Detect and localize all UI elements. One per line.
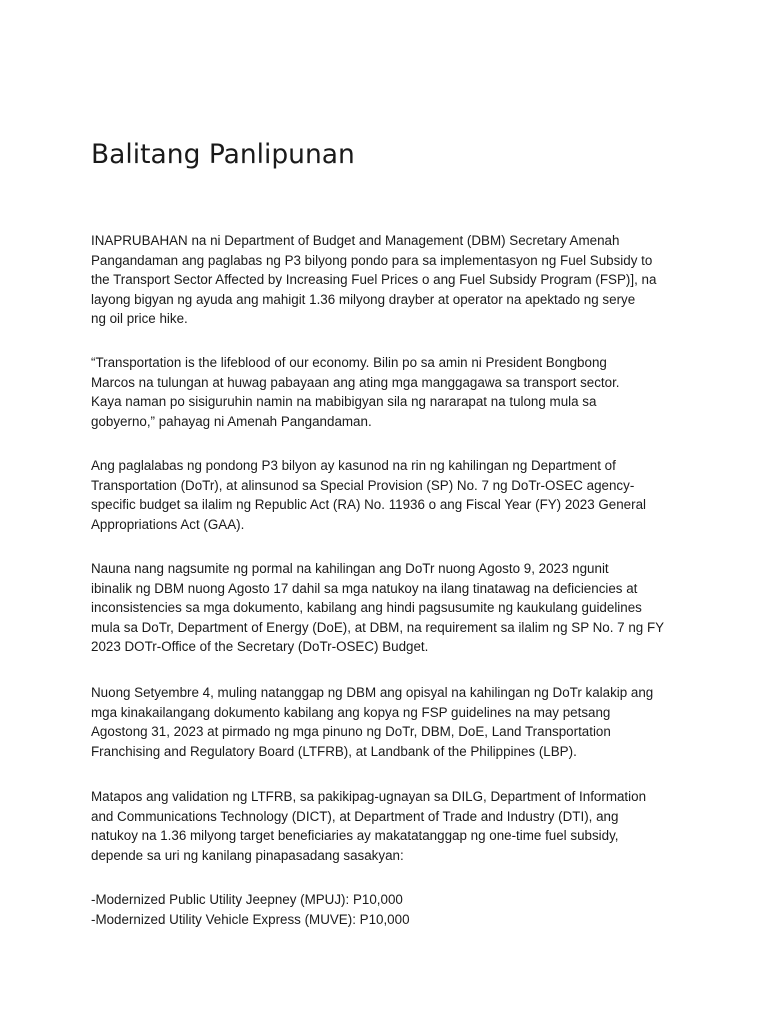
text-line: Transportation (DoTr), at alinsunod sa Special Provision (SP) No. 7 ng DoTr-OSEC agency- — [91, 477, 635, 493]
subsidy-list — [91, 890, 691, 929]
text-line: mga kinakailangang dokumento kabilang ang kopya ng FSP guidelines na may petsang — [91, 704, 611, 720]
text-line: Agostong 31, 2023 at pirmado ng mga pinuno ng DoTr, DBM, DoE, Land Transportation — [91, 724, 611, 740]
paragraph-3 — [91, 456, 691, 534]
paragraph-4 — [91, 559, 691, 657]
text-line: gobyerno,” pahayag ni Amenah Pangandaman. — [91, 413, 372, 429]
text-line: layong bigyan ng ayuda ang mahigit 1.36 milyong drayber at operator na apektado ng serye — [91, 291, 636, 307]
text-line: “Transportation is the lifeblood of our economy. Bilin po sa amin ni President Bongbong — [91, 355, 607, 370]
text-line: Franchising and Regulatory Board (LTFRB), at Landbank of the Philippines (LBP). — [91, 743, 577, 759]
text-line: ibinalik ng DBM nuong Agosto 17 dahil sa mga natukoy na ilang tinatawag na deficiencies at — [91, 580, 638, 596]
text-line: ng oil price hike. — [91, 311, 188, 327]
text-line: natukoy na 1.36 milyong target beneficiaries ay makatatanggap ng one-time fuel subsidy, — [91, 828, 619, 844]
list-item: -Modernized Public Utility Jeepney (MPUJ): P10,000 — [91, 892, 403, 907]
text-line: Matapos ang validation ng LTFRB, sa pakikipag-ugnayan sa DILG, Department of Information — [91, 789, 647, 804]
paragraph-1 — [91, 231, 691, 329]
text-line: the Transport Sector Affected by Increasing Fuel Prices o ang Fuel Subsidy Program (FSP)], na — [91, 272, 657, 288]
text-line: Pangandaman ang paglabas ng P3 bilyong pondo para sa implementasyon ng Fuel Subsidy to — [91, 252, 653, 268]
text-line: 2023 DOTr-Office of the Secretary (DoTr-OSEC) Budget. — [91, 639, 429, 655]
text-line: specific budget sa ilalim ng Republic Act (RA) No. 11936 o ang Fiscal Year (FY) 2023 General — [91, 497, 647, 513]
text-line: and Communications Technology (DICT), at Department of Trade and Industry (DTI), ang — [91, 808, 619, 824]
paragraph-2 — [91, 353, 691, 431]
document-title: Balitang Panlipunan — [91, 139, 355, 170]
paragraph-6 — [91, 787, 691, 865]
text-line: Ang paglalabas ng pondong P3 bilyon ay kasunod na rin ng kahilingan ng Department of — [91, 458, 616, 473]
list-item: -Modernized Utility Vehicle Express (MUVE): P10,000 — [91, 911, 410, 927]
text-line: inconsistencies sa mga dokumento, kabilang ang hindi pagsusumite ng kaukulang guidelines — [91, 600, 642, 616]
paragraph-5 — [91, 683, 691, 761]
text-line: mula sa DoTr, Department of Energy (DoE), at DBM, na requirement sa ilalim ng SP No. 7 ng FY — [91, 619, 665, 635]
text-line: Marcos na tulungan at huwag pabayaan ang ating mga manggagawa sa transport sector. — [91, 374, 620, 390]
text-line: Nuong Setyembre 4, muling natanggap ng DBM ang opisyal na kahilingan ng DoTr kalakip ang — [91, 685, 654, 700]
text-line: INAPRUBAHAN na ni Department of Budget and Management (DBM) Secretary Amenah — [91, 233, 620, 248]
text-line: depende sa uri ng kanilang pinapasadang sasakyan: — [91, 847, 404, 863]
text-line: Nauna nang nagsumite ng pormal na kahilingan ang DoTr nuong Agosto 9, 2023 ngunit — [91, 561, 609, 576]
text-line: Kaya naman po sisiguruhin namin na mabibigyan sila ng nararapat na tulong mula sa — [91, 394, 597, 410]
text-line: Appropriations Act (GAA). — [91, 516, 245, 532]
